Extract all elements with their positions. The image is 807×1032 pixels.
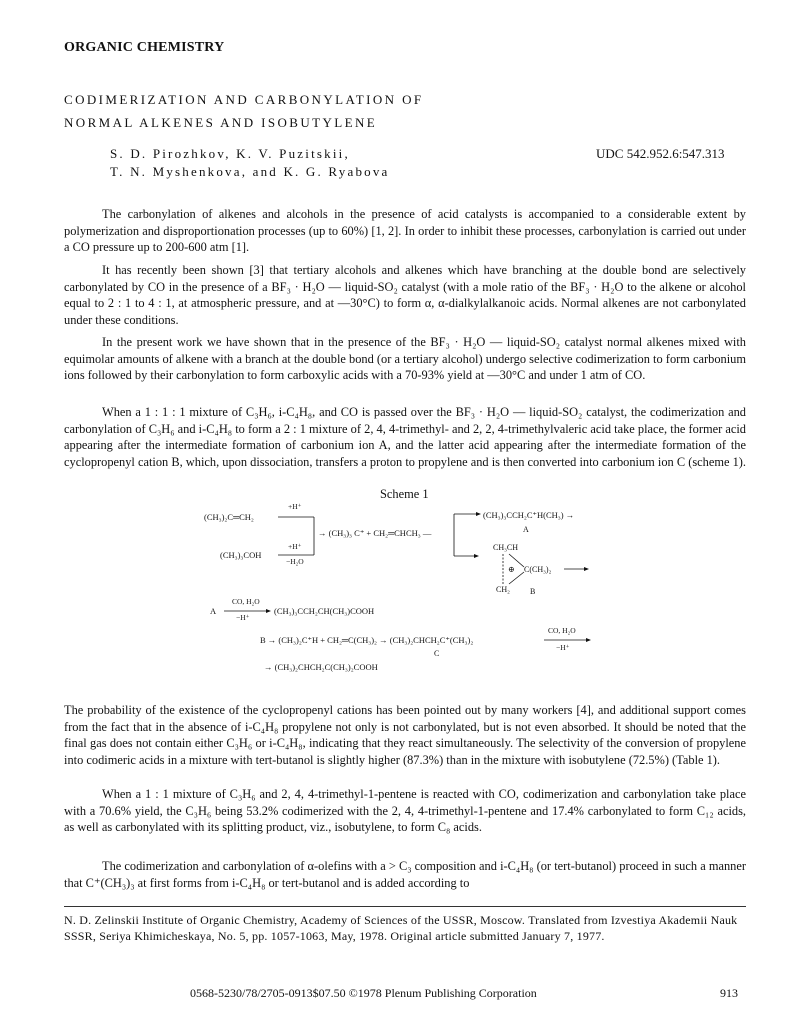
footnote-divider [64,906,746,907]
reaction-scheme [190,500,630,680]
paragraph-present-work: In the present work we have shown that in the presence of the BF₃ · H₂O — liquid-SO₂ catalyst normal alkenes mixed with equimolar amounts of alkene with a branch at the double bond (or a tertiary alcohol) undergo selective codimerization to form carbonium ions followed by their carbonylation to form carboxylic acids with a 70-93% yield at —30°C and under 1 atm of CO. [64,335,746,383]
cyclopropenyl-top: CH₃CH [493,543,519,552]
cyclopropenyl-right: C(CH₃)₂ [524,565,552,574]
section-heading: ORGANIC CHEMISTRY [64,40,225,55]
paragraph-cyclopropenyl: The probability of the existence of the cyclopropenyl cations has been pointed out by many workers [4], and additional support comes from the fact that in the absence of i-C₄H₈ propylene not only is not carbonylated, but is not even absorbed. It should be noted that the final gas does not contain either C₃H₆ or i-C₄H₈, indicating that they react simultaneously. The selectivity of the conversion of propylene into codimeric acids in a mixture with tert-butanol is slightly higher (87.3%) than in the mixture with isobutylene (72.5%) (Table 1). [64,703,746,767]
paragraph-mixture-reaction: When a 1 : 1 : 1 mixture of C₃H₆, i-C₄H₈, and CO is passed over the BF₃ · H₂O — liquid-SO₂ catalyst, the codimerization and carbonylation of C₃H₆ and i-C₄H₈ to form a 2 : 1 mixture of 2, 4, 4-trimethyl- and 2, 2, 4-trimethylvaleric acid take place, the former acid appearing after the intermediate formation of carbonium ion A, and the latter acid appearing after the intermediate formation of the cyclopropenyl cation B, which, upon dissociation, transfers a proton to propylene and is then converted into carbonium ion C (scheme 1). [64,405,747,469]
paragraph-trimethylpentene: When a 1 : 1 mixture of C₃H₆ and 2, 4, 4-trimethyl-1-pentene is reacted with CO, codimerization and carbonylation take place with a 70.6% yield, the C₃H₆ being 53.2% codimerized with the 2, 4, 4-trimethyl-1-pentene and 17.4% carbonylated to form C₁₂ acids, as well as carbonylated with its splitting product, viz., isobutylene, to form C₈ acids. [64,787,746,835]
tbutanol-formula: (CH₃)₃COH [220,550,262,560]
row-a-start: A [210,606,217,616]
tertbutyl-cation-propylene: → (CH₃)₃ C⁺ + CH₂═CHCH₃ — [318,528,432,538]
cyclopropenyl-bottom: CH₂ [496,585,510,594]
paragraph-intro: The carbonylation of alkenes and alcohols in the presence of acid catalysts is accompanied to a considerable extent by polymerization and disproportionation processes (up to 60%) [1, 2]. In order to inhibit these processes, carbonylation is carried out under a CO pressure up to 200-600 atm [1]. [64,207,746,255]
udc-code: UDC 542.952.6:547.313 [596,146,725,161]
carbonium-ion-a: (CH₃)₃CCH₂C⁺H(CH₃) → [483,510,575,520]
co-h2o-label-1: CO, H₂O [232,597,260,606]
minus-h2o-label: −H₂O [286,557,304,566]
row-b-sequence: B → (CH₃)₂C⁺H + CH₂═C(CH₃)₂ → (CH₃)₂CHCH₂C⁺(CH₃)₂ [260,635,474,645]
co-h2o-label-2: CO, H₂O [548,626,576,635]
authors-line-1: S. D. Pirozhkov, K. V. Puzitskii, [110,146,350,161]
label-b: B [530,587,536,596]
paragraph-prior-work: It has recently been shown [3] that tertiary alcohols and alkenes which have branching at the double bond are selectively carbonylated by CO in the presence of a BF₃ · H₂O — liquid-SO₂ catalyst (with a mole ratio of the BF₃ · H₂O to the alkene or alcohol equal to 2 : 1 to 4 : 1, at atmospheric pressure, and at —30°C) to form α, α-dialkylalkanoic acids. Normal alkenes are not carbonylated under these conditions. [64,263,746,327]
affiliation-footnote: N. D. Zelinskii Institute of Organic Chemistry, Academy of Sciences of the USSR, Moscow. Translated from Izvestiya Akademii Nauk SSSR, Seriya Khimicheskaya, No. 5, pp. 1057-1063, May, 1978. Original article submitted January 7, 1977. [64,913,738,943]
minus-h-label-2: −H⁺ [556,643,570,652]
scheme-title: Scheme 1 [380,487,429,501]
product-c-acid: → (CH₃)₂CHCH₂C(CH₃)₂COOH [264,662,378,672]
article-title-line-2: NORMAL ALKENES AND ISOBUTYLENE [64,115,378,130]
authors-line-2: T. N. Myshenkova, and K. G. Ryabova [110,164,390,179]
minus-h-label-1: −H⁺ [236,613,250,622]
article-title-line-1: CODIMERIZATION AND CARBONYLATION OF [64,92,424,107]
page-number: 913 [720,986,738,1000]
positive-charge-icon: ⊕ [508,565,515,574]
publisher-footer: 0568-5230/78/2705-0913$07.50 ©1978 Plenum Publishing Corporation [190,986,537,1000]
label-a: A [523,525,529,534]
label-c: C [434,649,440,658]
plus-h-label-2: +H⁺ [288,542,302,551]
paragraph-alpha-olefins: The codimerization and carbonylation of α-olefins with a > C₃ composition and i-C₄H₈ (or tert-butanol) proceed in such a manner that C⁺(CH₃)₃ at first forms from i-C₄H₈ or tert-butanol and is added according to [64,859,746,890]
plus-h-label-1: +H⁺ [288,502,302,511]
product-a-acid: (CH₃)₃CCH₂CH(CH₃)COOH [274,606,375,616]
isobutylene-formula: (CH₃)₂C═CH₂ [204,512,254,522]
